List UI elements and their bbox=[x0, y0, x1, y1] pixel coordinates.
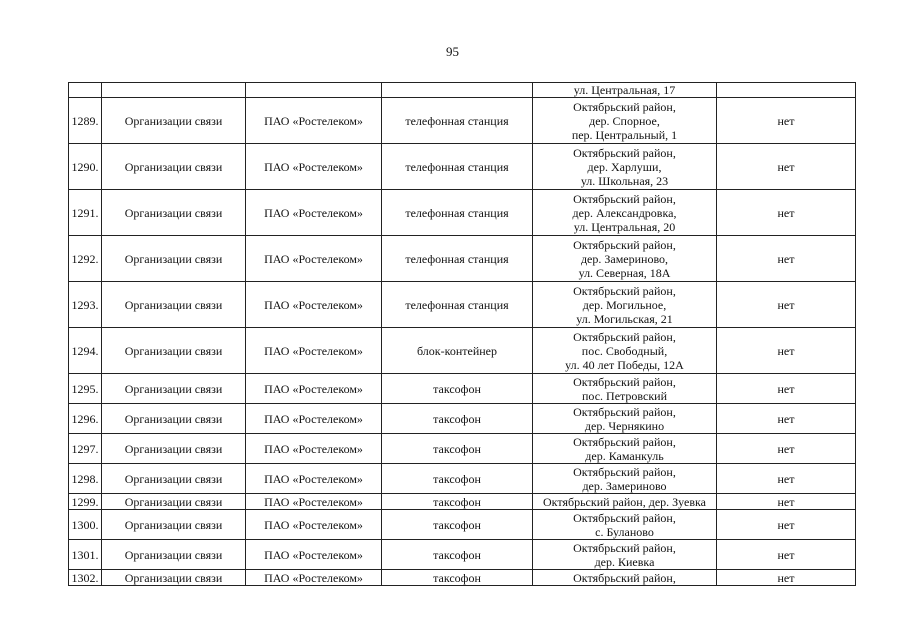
table-row bbox=[69, 236, 856, 282]
flag-cell: нет bbox=[717, 282, 856, 328]
address-cell bbox=[533, 434, 717, 464]
organization-cell: ПАО «Ростелеком» bbox=[246, 570, 382, 586]
category-cell: Организации связи bbox=[102, 374, 246, 404]
organization-cell: ПАО «Ростелеком» bbox=[246, 494, 382, 510]
category-cell: Организации связи bbox=[102, 494, 246, 510]
flag-cell: нет bbox=[717, 540, 856, 570]
flag-cell: нет bbox=[717, 374, 856, 404]
category-cell: Организации связи bbox=[102, 328, 246, 374]
object-cell: таксофон bbox=[382, 570, 533, 586]
address-line: Октябрьский район, дер. Зуевка bbox=[543, 494, 706, 509]
category-cell: Организации связи bbox=[102, 282, 246, 328]
row-number-cell bbox=[69, 83, 102, 98]
address-line: Октябрьский район, bbox=[573, 191, 676, 206]
object-cell: телефонная станция bbox=[382, 236, 533, 282]
address-line: Октябрьский район, bbox=[573, 464, 676, 479]
address-line: Октябрьский район, bbox=[573, 434, 676, 449]
address-cell bbox=[533, 404, 717, 434]
address-line: Октябрьский район, bbox=[573, 404, 676, 419]
address-line: дер. Замериново bbox=[582, 478, 667, 493]
row-number-cell: 1289. bbox=[69, 98, 102, 144]
object-cell: таксофон bbox=[382, 404, 533, 434]
organization-cell: ПАО «Ростелеком» bbox=[246, 328, 382, 374]
object-cell: таксофон bbox=[382, 494, 533, 510]
table-row bbox=[69, 540, 856, 570]
organization-cell: ПАО «Ростелеком» bbox=[246, 190, 382, 236]
address-cell bbox=[533, 190, 717, 236]
organization-cell: ПАО «Ростелеком» bbox=[246, 374, 382, 404]
flag-cell: нет bbox=[717, 328, 856, 374]
address-line: Октябрьский район, bbox=[573, 329, 676, 344]
address-cell bbox=[533, 540, 717, 570]
address-line: дер. Киевка bbox=[594, 554, 655, 569]
table-row bbox=[69, 374, 856, 404]
address-cell bbox=[533, 144, 717, 190]
organization-cell: ПАО «Ростелеком» bbox=[246, 434, 382, 464]
address-cell bbox=[533, 464, 717, 494]
table-row bbox=[69, 328, 856, 374]
row-number-cell: 1290. bbox=[69, 144, 102, 190]
category-cell: Организации связи bbox=[102, 434, 246, 464]
table-row bbox=[69, 144, 856, 190]
flag-cell: нет bbox=[717, 404, 856, 434]
address-line: дер. Харлуши, bbox=[587, 159, 662, 174]
address-line: ул. Северная, 18А bbox=[578, 265, 671, 280]
row-number-cell: 1291. bbox=[69, 190, 102, 236]
category-cell: Организации связи bbox=[102, 98, 246, 144]
flag-cell: нет bbox=[717, 98, 856, 144]
table-row bbox=[69, 190, 856, 236]
row-number-cell: 1299. bbox=[69, 494, 102, 510]
table-row bbox=[69, 570, 856, 586]
table-row bbox=[69, 404, 856, 434]
flag-cell: нет bbox=[717, 190, 856, 236]
category-cell bbox=[102, 83, 246, 98]
address-cell bbox=[533, 282, 717, 328]
organization-cell: ПАО «Ростелеком» bbox=[246, 98, 382, 144]
table-row bbox=[69, 464, 856, 494]
address-line: Октябрьский район, bbox=[573, 99, 676, 114]
organization-cell bbox=[246, 83, 382, 98]
organization-cell: ПАО «Ростелеком» bbox=[246, 510, 382, 540]
address-cell bbox=[533, 236, 717, 282]
object-cell: таксофон bbox=[382, 434, 533, 464]
row-number-cell: 1301. bbox=[69, 540, 102, 570]
object-cell: телефонная станция bbox=[382, 190, 533, 236]
flag-cell: нет bbox=[717, 144, 856, 190]
organization-cell: ПАО «Ростелеком» bbox=[246, 540, 382, 570]
object-cell: телефонная станция bbox=[382, 144, 533, 190]
address-cell bbox=[533, 374, 717, 404]
object-cell: телефонная станция bbox=[382, 282, 533, 328]
table-body bbox=[69, 83, 856, 586]
flag-cell: нет bbox=[717, 434, 856, 464]
table-row bbox=[69, 510, 856, 540]
flag-cell: нет bbox=[717, 464, 856, 494]
object-cell: таксофон bbox=[382, 464, 533, 494]
object-cell: таксофон bbox=[382, 374, 533, 404]
organization-cell: ПАО «Ростелеком» bbox=[246, 236, 382, 282]
address-line: Октябрьский район, bbox=[573, 510, 676, 525]
address-line: ул. Центральная, 17 bbox=[573, 83, 676, 97]
row-number-cell: 1298. bbox=[69, 464, 102, 494]
row-number-cell: 1302. bbox=[69, 570, 102, 586]
category-cell: Организации связи bbox=[102, 144, 246, 190]
address-line: Октябрьский район, bbox=[573, 237, 676, 252]
address-line: дер. Могильное, bbox=[582, 297, 667, 312]
organization-cell: ПАО «Ростелеком» bbox=[246, 464, 382, 494]
address-line: Октябрьский район, bbox=[573, 570, 676, 585]
category-cell: Организации связи bbox=[102, 540, 246, 570]
category-cell: Организации связи bbox=[102, 236, 246, 282]
address-line: Октябрьский район, bbox=[573, 374, 676, 389]
address-line: дер. Чернякино bbox=[584, 418, 665, 433]
address-cell bbox=[533, 83, 717, 98]
row-number-cell: 1292. bbox=[69, 236, 102, 282]
address-line: с. Буланово bbox=[595, 524, 654, 539]
address-cell bbox=[533, 98, 717, 144]
category-cell: Организации связи bbox=[102, 190, 246, 236]
object-cell: телефонная станция bbox=[382, 98, 533, 144]
table-row bbox=[69, 434, 856, 464]
row-number-cell: 1295. bbox=[69, 374, 102, 404]
address-cell bbox=[533, 570, 717, 586]
address-cell bbox=[533, 510, 717, 540]
row-number-cell: 1296. bbox=[69, 404, 102, 434]
address-line: ул. Центральная, 20 bbox=[573, 219, 676, 234]
address-line: пер. Центральный, 1 bbox=[571, 127, 678, 142]
flag-cell: нет bbox=[717, 510, 856, 540]
address-line: дер. Каманкуль bbox=[585, 448, 664, 463]
flag-cell: нет bbox=[717, 236, 856, 282]
row-number-cell: 1297. bbox=[69, 434, 102, 464]
category-cell: Организации связи bbox=[102, 570, 246, 586]
facilities-table bbox=[68, 82, 856, 586]
address-line: ул. Школьная, 23 bbox=[580, 173, 669, 188]
address-cell bbox=[533, 494, 717, 510]
row-number-cell: 1293. bbox=[69, 282, 102, 328]
table-row bbox=[69, 83, 856, 98]
object-cell bbox=[382, 83, 533, 98]
object-cell: таксофон bbox=[382, 540, 533, 570]
address-line: Октябрьский район, bbox=[573, 283, 676, 298]
row-number-cell: 1294. bbox=[69, 328, 102, 374]
address-line: Октябрьский район, bbox=[573, 145, 676, 160]
flag-cell: нет bbox=[717, 570, 856, 586]
organization-cell: ПАО «Ростелеком» bbox=[246, 282, 382, 328]
row-number-cell: 1300. bbox=[69, 510, 102, 540]
table-row bbox=[69, 494, 856, 510]
address-line: дер. Александровка, bbox=[572, 205, 677, 220]
object-cell: таксофон bbox=[382, 510, 533, 540]
address-line: ул. Могильская, 21 bbox=[576, 311, 673, 326]
address-line: дер. Спорное, bbox=[589, 113, 660, 128]
address-line: Октябрьский район, bbox=[573, 540, 676, 555]
category-cell: Организации связи bbox=[102, 464, 246, 494]
page-number: 95 bbox=[446, 44, 459, 59]
object-cell: блок-контейнер bbox=[382, 328, 533, 374]
address-cell bbox=[533, 328, 717, 374]
category-cell: Организации связи bbox=[102, 510, 246, 540]
organization-cell: ПАО «Ростелеком» bbox=[246, 144, 382, 190]
address-line: ул. 40 лет Победы, 12А bbox=[565, 357, 684, 372]
organization-cell: ПАО «Ростелеком» bbox=[246, 404, 382, 434]
flag-cell: нет bbox=[717, 494, 856, 510]
address-line: пос. Свободный, bbox=[581, 343, 668, 358]
flag-cell bbox=[717, 83, 856, 98]
category-cell: Организации связи bbox=[102, 404, 246, 434]
table-row bbox=[69, 282, 856, 328]
table-row bbox=[69, 98, 856, 144]
address-line: пос. Петровский bbox=[581, 388, 668, 403]
address-line: дер. Замериново, bbox=[580, 251, 669, 266]
